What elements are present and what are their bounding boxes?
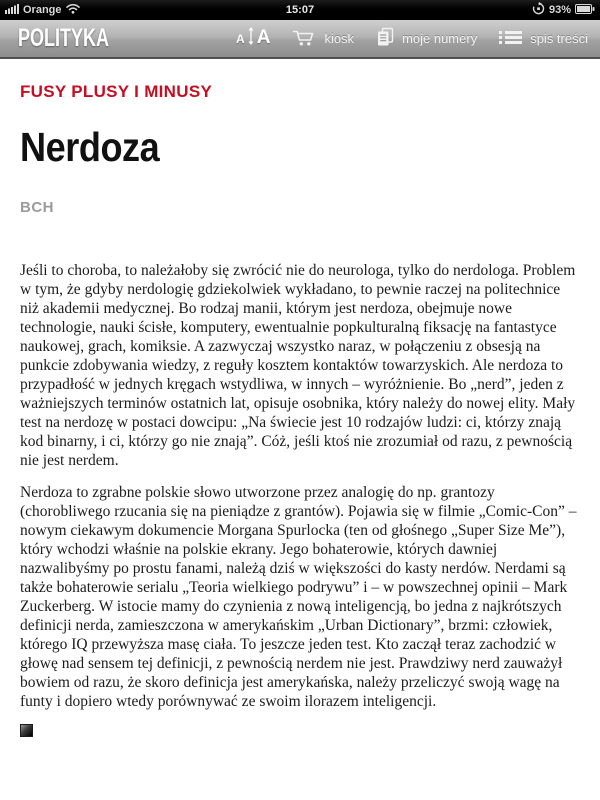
article-paragraph: Nerdoza to zgrabne polskie słowo utworzone przez analogię do np. grantozy (chorobliwego rzucania się na pieniądze z grantów). Pojawia się w filmie „Comic-Con” – nowym ciekawym dokumencie Morgana Spurlocka (ten od głośnego „Super Size Me”), który wchodzi właśnie na polskie ekrany. Jego bohaterowie, których dawniej nazwalibyśmy po prostu fanami, należą dziś w większości do kasty nerdów. Nerdami są także bohaterowie serialu „Teoria wielkiego podrywu” i – w powszechnej opinii – Mark Zuckerberg. W istocie mamy do czynienia z nową inteligencją, bo jedna z najkrótszych definicji nerda, zamieszczona w amerykańskim „Urban Dictionary”, brzmi: człowiek, którego IQ przewyższa masę ciała. To jeszcze jeden test. Kto zaczął teraz zachodzić w głowę nad sensem tej definicji, z pewnością nerdem nie jest. Prawdziwy nerd zauważył bowiem od razu, że skoro definicja jest amerykańska, należy przeliczyć swoją wagę na funty i dopiero wtedy porównywać ze swoim ilorazem inteligencji.: [20, 484, 577, 710]
rotation-lock-icon: [532, 2, 545, 18]
end-of-article-marker: [20, 724, 33, 737]
font-size-large-label: A: [256, 27, 271, 48]
moje-numery-button[interactable]: [376, 27, 477, 50]
article-author: BCH: [20, 199, 54, 216]
pages-icon: [376, 27, 394, 50]
list-icon: [499, 30, 522, 48]
polityka-logo[interactable]: POLITYKA: [18, 24, 110, 52]
cart-icon: [292, 28, 316, 50]
carrier-label: Orange: [23, 4, 62, 16]
battery-percent-label: 93%: [548, 4, 571, 16]
font-size-arrow-icon: [248, 27, 254, 50]
spis-tresci-button[interactable]: [499, 30, 588, 48]
kiosk-button[interactable]: [292, 28, 354, 50]
battery-icon: [575, 4, 595, 17]
article-category: FUSY PLUSY I MINUSY: [20, 82, 213, 101]
kiosk-label: kiosk: [324, 31, 355, 46]
article-paragraph: Jeśli to choroba, to należałoby się zwrócić nie do neurologa, tylko do nerdologa. Problem w tym, że gdyby nerdologię gdziekolwiek wykładano, to pewnie raczej na politechnice niż akademii medycznej. Bo rodzaj manii, którym jest nerdoza, obejmuje nowe technologie, nauki ścisłe, komputery, ewentualnie popkulturalną fiksację na fantastyce naukowej, grach, komiksie. A zazwyczaj wszystko naraz, w połączeniu z obsesją na punkcie zdobywania wiedzy, z reguły kosztem kontaktów towarzyskich. Ale nerdoza to przypadłość w jednych kręgach wstydliwa, w innych – wyróżnienie. Bo „nerd”, jeden z ważniejszych terminów ostatnich lat, opisuje osobnika, który należy do nowej elity. Mały test na nerdozę w postaci dowcipu: „Na świecie jest 10 rodzajów ludzi: ci, którzy znają kod binarny, i ci, którzy go nie znają”. Cóż, jeśli ktoś nie zrozumiał od razu, z pewnością nie jest nerdem.: [20, 262, 576, 469]
article-body: [20, 261, 580, 737]
app-toolbar: [0, 20, 600, 59]
clock-label: 15:07: [285, 4, 315, 16]
font-size-small-label: A: [236, 32, 245, 46]
font-size-button[interactable]: [236, 27, 270, 50]
moje-numery-label: moje numery: [402, 31, 478, 46]
article-title: Nerdoza: [20, 124, 160, 170]
spis-tresci-label: spis treści: [530, 31, 588, 46]
article-view: [0, 82, 600, 737]
status-bar: [0, 0, 600, 20]
